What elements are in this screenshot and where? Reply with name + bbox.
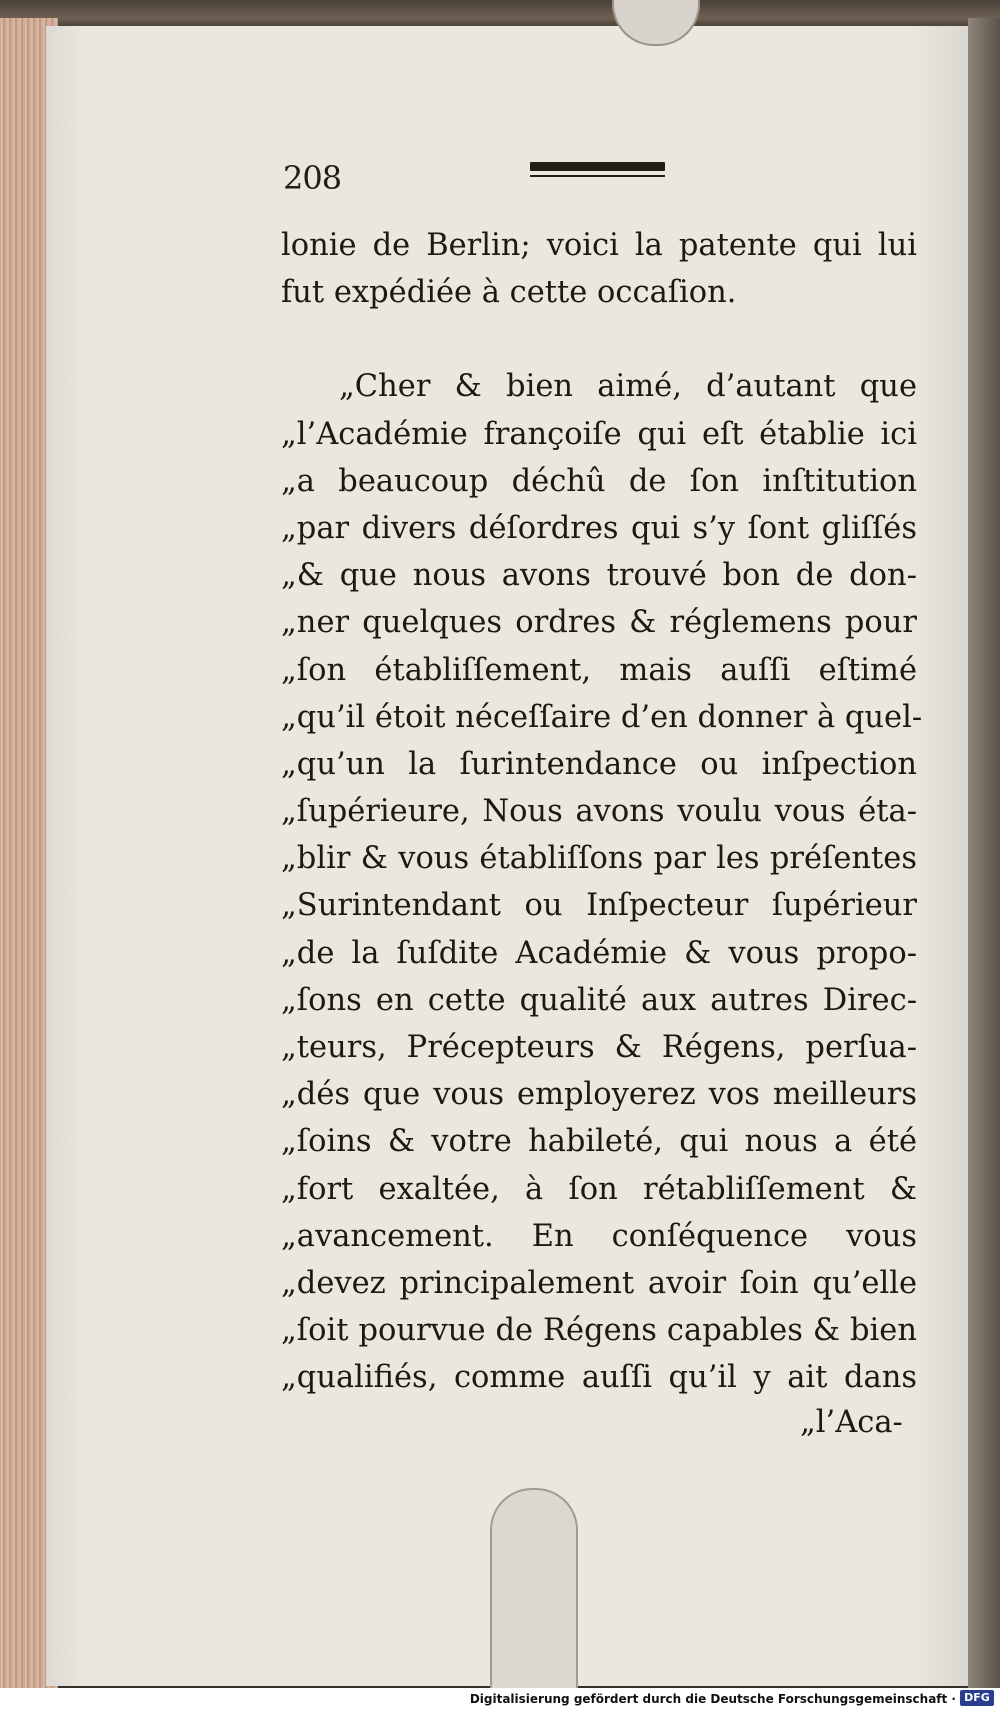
text-line: „fort exaltée, à ſon rétabliſſement & <box>281 1171 917 1207</box>
text-line: „Surintendant ou Inſpecteur ſupérieur <box>281 888 917 924</box>
page-text <box>281 222 923 1402</box>
text-line: „devez principalement avoir ſoin qu’elle <box>281 1265 917 1301</box>
text-line: lonie de Berlin; voici la patente qui lui <box>281 228 917 263</box>
text-line: „par divers déſordres qui s’y ſont gliſſés <box>281 510 917 546</box>
book-gutter <box>968 18 1000 1688</box>
text-line: „de la ſuſdite Académie & vous propo- <box>281 935 917 971</box>
text-line: „qu’un la ſurintendance ou inſpection <box>281 746 917 782</box>
text-line: „Cher & bien aimé, d’autant que <box>339 369 917 405</box>
text-line: „blir & vous établiſſons par les préſentes <box>281 841 917 877</box>
page-clip-bottom <box>490 1488 578 1700</box>
text-line: „ſons en cette qualité aux autres Direc- <box>281 982 917 1018</box>
text-line: „teurs, Précepteurs & Régens, perſua- <box>281 1030 917 1065</box>
page-number: 208 <box>283 159 342 197</box>
catchword: „l’Aca- <box>800 1405 903 1440</box>
text-line: „dés que vous employerez vos meilleurs <box>281 1077 917 1113</box>
text-line: „l’Académie françoiſe qui eſt établie ici <box>281 416 917 452</box>
text-line: „ſupérieure, Nous avons voulu vous éta- <box>281 794 917 830</box>
digitization-credit: Digitalisierung gefördert durch die Deutsche Forschungsgemeinschaft · <box>469 1692 956 1706</box>
paragraph-gap <box>281 316 917 363</box>
text-line: „ſoit pourvue de Régens capables & bien <box>281 1313 917 1349</box>
text-line: „qu’il étoit néceſſaire d’en donner à quel- <box>281 699 923 735</box>
text-line: „qualifiés, comme auſſi qu’il y ait dans <box>281 1360 917 1396</box>
header-rule <box>530 162 665 171</box>
text-line: „ſoins & votre habileté, qui nous a été <box>281 1124 917 1160</box>
text-line: „a beaucoup déchû de ſon inſtitution <box>281 463 917 499</box>
text-line: „ſon établiſſement, mais auſſi eſtimé <box>281 652 917 688</box>
text-line: „avancement. En conſéquence vous <box>281 1218 917 1254</box>
text-line: „ner quelques ordres & réglemens pour <box>281 605 917 641</box>
text-line: „& que nous avons trouvé bon de don- <box>281 558 917 594</box>
dfg-logo: DFG <box>960 1690 994 1706</box>
text-line: fut expédiée à cette occaſion. <box>281 275 737 311</box>
